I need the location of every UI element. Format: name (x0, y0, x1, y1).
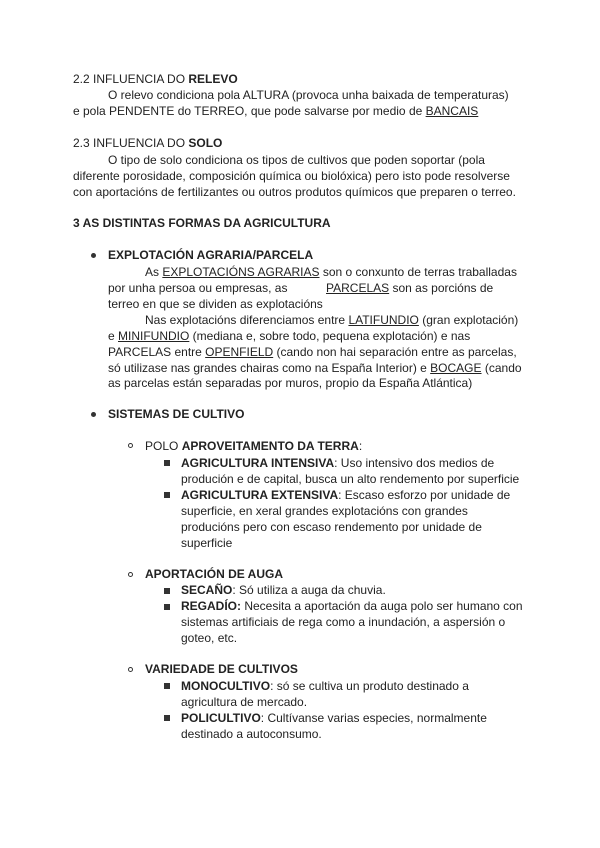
list-heading-text: EXPLOTACIÓN AGRARIA/PARCELA (108, 248, 314, 262)
paragraph-line (108, 296, 323, 312)
text: destinado a autoconsumo. (181, 727, 322, 741)
text: : só se cultiva un produto destinado a (270, 679, 469, 693)
bullet-disc-icon (91, 253, 96, 258)
list-heading (108, 406, 244, 422)
underlined-term: PARCELAS (326, 281, 390, 295)
paragraph-line (181, 582, 386, 598)
heading-solo (73, 135, 222, 151)
text: : Só utiliza a auga da chuvia. (232, 583, 386, 597)
bullet-square-icon (164, 683, 170, 689)
text: Nas explotacións diferenciamos entre (145, 313, 349, 327)
underlined-term: EXPLOTACIÓNS AGRARIAS (162, 265, 320, 279)
text: (cando non hai separación entre as parcelas, (273, 345, 517, 359)
text: (cando (481, 361, 522, 375)
text: (mediana e, sobre todo, pequena explotación) e nas (189, 329, 471, 343)
heading-bold: RELEVO (188, 72, 238, 86)
paragraph-line (181, 598, 523, 614)
heading-bold: SOLO (188, 136, 223, 150)
bold-term: VARIEDADE DE CULTIVOS (145, 662, 298, 676)
paragraph-line (145, 264, 517, 280)
text: diferente porosidade, composición química ou biolóxica) pero isto pode resolverse (73, 169, 510, 183)
paragraph-line (108, 375, 472, 391)
text: sistemas artificiais de rega como a inundación, a aspersión o (181, 615, 506, 629)
bullet-disc-icon (91, 412, 96, 417)
text: (gran explotación) (418, 313, 519, 327)
bold-term: AGRICULTURA INTENSIVA (181, 456, 335, 470)
underlined-term: BOCAGE (430, 361, 482, 375)
bold-term: APROVEITAMENTO DA TERRA (181, 439, 359, 453)
paragraph-line (108, 344, 517, 360)
paragraph-line (181, 694, 307, 710)
underlined-term: OPENFIELD (205, 345, 274, 359)
bullet-circle-icon (128, 443, 133, 448)
section-title (73, 215, 331, 231)
bullet-circle-icon (128, 572, 133, 577)
text: O tipo de solo condiciona os tipos de cultivos que poden soportar (pola (108, 153, 485, 167)
paragraph-line (181, 630, 237, 646)
underlined-term: LATIFUNDIO (348, 313, 419, 327)
text: agricultura de mercado. (181, 695, 308, 709)
paragraph-line (108, 152, 485, 168)
text: : Uso intensivo dos medios de (334, 456, 495, 470)
paragraph-line (181, 455, 494, 471)
bullet-square-icon (164, 604, 170, 610)
bold-term: MONOCULTIVO (181, 679, 271, 693)
text: PARCELAS entre (108, 345, 206, 359)
paragraph-line (145, 312, 518, 328)
text: : Cultívanse varias especies, normalmente (260, 711, 487, 725)
text: só utilizase nas grandes chairas como na España Interior) e (108, 361, 431, 375)
paragraph-line (73, 184, 516, 200)
heading-prefix: 2.2 INFLUENCIA DO (73, 72, 189, 86)
text: superficie (181, 536, 233, 550)
bold-term: AGRICULTURA EXTENSIVA (181, 488, 339, 502)
text: superficie, en xeral grandes explotacións con grandes (181, 504, 468, 518)
bullet-square-icon (164, 492, 170, 498)
paragraph-line (181, 487, 510, 503)
paragraph-line (181, 726, 322, 742)
paragraph-line (181, 710, 487, 726)
bullet-square-icon (164, 588, 170, 594)
text: : (358, 439, 363, 453)
paragraph-line (181, 678, 469, 694)
text: O relevo condiciona pola ALTURA (provoca unha baixada de temperaturas) (108, 88, 509, 102)
sublist-heading (145, 438, 362, 454)
paragraph-line (181, 519, 482, 535)
paragraph-line (181, 614, 505, 630)
paragraph-line (108, 328, 470, 344)
paragraph-line (181, 535, 232, 551)
text: POLO (145, 439, 182, 453)
text: e pola PENDENTE do TERREO, que pode salvarse por medio de (73, 104, 426, 118)
text: As (145, 265, 163, 279)
paragraph-line (181, 471, 519, 487)
underlined-term: BANCAIS (425, 104, 479, 118)
text: son as porcións de (389, 281, 494, 295)
text: as parcelas están separadas por muros, propio da España Atlántica) (108, 376, 473, 390)
paragraph-line (326, 280, 493, 296)
bullet-square-icon (164, 715, 170, 721)
paragraph-line (108, 280, 287, 296)
heading-relevo (73, 71, 238, 87)
paragraph-line (73, 168, 510, 184)
bullet-circle-icon (128, 667, 133, 672)
list-heading (108, 247, 313, 263)
sublist-heading (145, 661, 298, 677)
text: goteo, etc. (181, 631, 238, 645)
text: produción e de capital, busca un alto rendemento por superficie (181, 472, 520, 486)
paragraph-line (181, 503, 468, 519)
text: con aportacións de fertilizantes ou outros produtos químicos que preparen o terreo. (73, 185, 516, 199)
text: producións pero con escaso rendemento por unidade de (181, 520, 482, 534)
paragraph-line (108, 360, 522, 376)
text: terreo en que se dividen as explotacións (108, 297, 323, 311)
text: e (108, 329, 119, 343)
heading-prefix: 2.3 INFLUENCIA DO (73, 136, 189, 150)
paragraph-line (73, 103, 478, 119)
bold-term: SECAÑO (181, 583, 233, 597)
text: son o conxunto de terras traballadas (319, 265, 517, 279)
text: Necesita a aportación da auga polo ser humano con (241, 599, 523, 613)
paragraph-line (108, 87, 509, 103)
text: por unha persoa ou empresas, as (108, 281, 288, 295)
bold-term: REGADÍO: (181, 599, 241, 613)
bullet-square-icon (164, 460, 170, 466)
sublist-heading (145, 566, 283, 582)
bold-term: POLICULTIVO (181, 711, 261, 725)
underlined-term: MINIFUNDIO (118, 329, 190, 343)
text: : Escaso esforzo por unidade de (338, 488, 511, 502)
bold-term: APORTACIÓN DE AUGA (145, 567, 283, 581)
section-title-text: 3 AS DISTINTAS FORMAS DA AGRICULTURA (73, 216, 331, 230)
list-heading-text: SISTEMAS DE CULTIVO (108, 407, 245, 421)
